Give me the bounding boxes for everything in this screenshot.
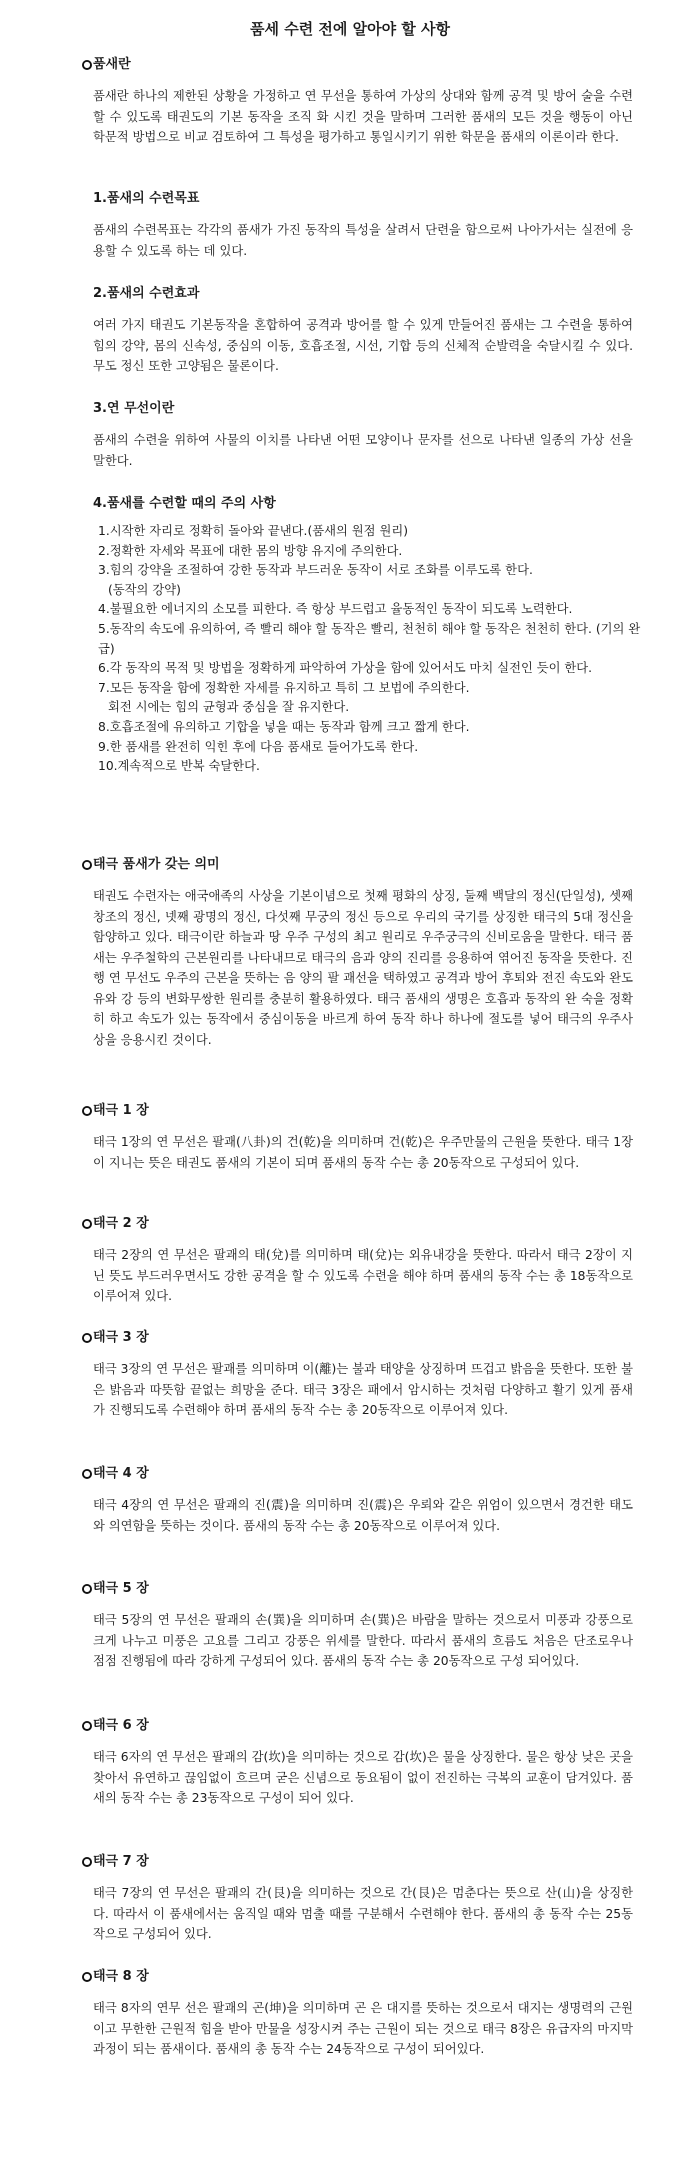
subheading-caution: 4.품새를 수련할 때의 주의 사항 — [93, 496, 276, 511]
circle-bullet-icon: ● — [83, 1219, 91, 1228]
circle-bullet-icon: ● — [83, 1972, 91, 1981]
section-heading-taegeuk-6 — [82, 1717, 642, 1735]
taegeuk-6-paragraph: 태극 6자의 연 무선은 팔괘의 감(坎)을 의미하는 것으로 감(坎)은 물을 상징한다. 물은 항상 낮은 곳을 찾아서 유연하고 끊임없이 흐르며 굳은 신념으로 동요됨이 없이 전진하는 극복의 교훈이 담겨있다. 품새의 동작 수는 총 23동작으로 구성이 되어 있다. — [93, 1750, 633, 1805]
meaning-paragraph: 태권도 수련자는 애국애족의 사상을 기본이념으로 첫째 평화의 상징, 둘째 백달의 정신(단일성), 셋째 창조의 정신, 넷째 광명의 정신, 다섯째 무궁의 정신 등으로 우리의 국기를 상징한 태극의 5대 정신을 함양하고 있다. 태극이란 하늘과 땅 우주 구성의 최고 원리로 우주궁극의 신비로움을 말한다. 태극 품새는 우주철학의 근본원리를 나타내므로 태극의 음과 양의 진리를 응용하여 엮어진 동작을 뜻한다. 진행 연 무선도 우주의 근본을 뜻하는 음 양의 팔 괘선을 택하였고 공격과 방어 후퇴와 전진 속도와 완도 유와 강 등의 변화무쌍한 원리를 충분히 활용하였다. 태극 품새의 생명은 호흡과 동작의 완 숙을 정확히 하고 속도가 있는 동작에서 중심이동을 바르게 하여 동작 하나 하나에 절도를 넣어 태극의 우주사상을 응용시킨 것이다. — [93, 889, 633, 1047]
taegeuk-8-paragraph: 태극 8자의 연무 선은 팔괘의 곤(坤)을 의미하며 곤 은 대지를 뜻하는 것으로서 대지는 생명력의 근원이고 무한한 근원적 힘을 받아 만물을 성장시켜 주는 근원이 되는 것으로 태극 8장은 유급자의 마지막 과정이 되는 품새이다. 품새의 총 동작 수는 24동작으로 구성이 되어있다. — [93, 2001, 633, 2056]
circle-bullet-icon: ● — [83, 1721, 91, 1730]
subheading-line: 3.연 무선이란 — [93, 401, 175, 416]
section-heading-meaning — [82, 856, 642, 874]
section-heading-taegeuk-5 — [82, 1580, 642, 1598]
poomsae-paragraph: 품새란 하나의 제한된 상황을 가정하고 연 무선을 통하여 가상의 상대와 함께 공격 및 방어 술을 수련할 수 있도록 태권도의 기본 동작을 조직 화 시킨 것을 말하며 그러한 품새의 모든 것을 행동이 아닌 학문적 방법으로 비교 검토하여 그 특성을 평가하고 통일시키기 위한 학문을 품새의 이론이라 한다. — [93, 89, 633, 144]
effect-paragraph: 여러 가지 태권도 기본동작을 혼합하여 공격과 방어를 할 수 있게 만들어진 품새는 그 수련을 통하여 힘의 강약, 몸의 신속성, 중심의 이동, 호흡조절, 시선, 기합 등의 신체적 순발력을 숙달시킬 수 있다. 무도 정신 또한 고양됨은 물론이다. — [93, 318, 633, 373]
caution-item: 8.호흡조절에 유의하고 기합을 넣을 때는 동작과 함께 크고 짧게 한다. — [98, 719, 470, 734]
caution-item: 2.정확한 자세와 목표에 대한 몸의 방향 유지에 주의한다. — [98, 543, 403, 558]
circle-bullet-icon: ● — [83, 1857, 91, 1866]
heading-text: 태극 8 장 — [93, 1969, 149, 1984]
taegeuk-7-paragraph: 태극 7장의 연 무선은 팔괘의 간(艮)을 의미하는 것으로 간(艮)은 멈춘다는 뜻으로 산(山)을 상징한다. 따라서 이 품새에서는 움직일 때와 멈출 때를 구분해서 수련해야 한다. 품새의 총 동작 수는 25동작으로 구성되어 있다. — [93, 1886, 633, 1941]
caution-item: 9.한 품새를 완전히 익힌 후에 다음 품새로 들어가도록 한다. — [98, 739, 419, 754]
circle-bullet-icon: ● — [83, 1333, 91, 1342]
section-heading-taegeuk-4 — [82, 1465, 642, 1483]
section-heading-taegeuk-8 — [82, 1968, 642, 1986]
caution-item: 10.계속적으로 반복 숙달한다. — [98, 759, 260, 774]
section-heading-taegeuk-1 — [82, 1102, 642, 1120]
section-heading-taegeuk-3 — [82, 1329, 642, 1347]
taegeuk-2-paragraph: 태극 2장의 연 무선은 팔괘의 태(兌)를 의미하며 태(兌)는 외유내강을 뜻한다. 따라서 태극 2장이 지닌 뜻도 부드러우면서도 강한 공격을 할 수 있도록 수련을 해야 하며 품새의 동작 수는 총 18동작으로 이루어져 있다. — [93, 1248, 633, 1303]
taegeuk-4-paragraph: 태극 4장의 연 무선은 팔괘의 진(震)을 의미하며 진(震)은 우뢰와 같은 위엄이 있으면서 경건한 태도와 의연함을 뜻하는 것이다. 품새의 동작 수는 총 20동작으로 이루어져 있다. — [93, 1498, 633, 1533]
circle-bullet-icon: ● — [83, 1584, 91, 1593]
caution-item: 4.불필요한 에너지의 소모를 피한다. 즉 항상 부드럽고 율동적인 동작이 되도록 노력한다. — [98, 602, 573, 617]
heading-text: 태극 3 장 — [93, 1330, 149, 1345]
circle-bullet-icon: ● — [83, 860, 91, 869]
section-heading-taegeuk-7 — [82, 1853, 642, 1871]
section-heading-taegeuk-2 — [82, 1215, 642, 1233]
caution-item: 3.힘의 강약을 조절하여 강한 동작과 부드러운 동작이 서로 조화를 이루도록 한다. — [98, 563, 533, 578]
heading-text: 태극 5 장 — [93, 1581, 149, 1596]
caution-item: 6.각 동작의 목적 및 방법을 정확하게 파악하여 가상을 함에 있어서도 마치 실전인 듯이 한다. — [98, 661, 593, 676]
caution-list — [98, 522, 643, 777]
taegeuk-5-paragraph: 태극 5장의 연 무선은 팔괘의 손(巽)을 의미하며 손(巽)은 바람을 말하는 것으로서 미풍과 강풍으로 크게 나누고 미풍은 고요를 그리고 강풍은 위세를 말한다. 따라서 품새의 흐름도 처음은 단조로우나 점점 진행됨에 따라 강하게 구성되어 있다. 품새의 동작 수는 총 20동작으로 구성 되어있다. — [93, 1613, 633, 1668]
heading-text: 태극 6 장 — [93, 1718, 149, 1733]
taegeuk-3-paragraph: 태극 3장의 연 무선은 팔괘를 의미하며 이(離)는 불과 태양을 상징하며 뜨겁고 밝음을 뜻한다. 또한 불은 밝음과 따뜻함 끝없는 희망을 준다. 태극 3장은 패에서 암시하는 것처럼 다양하고 활기 있게 품새가 진행되도록 수련해야 하며 품새의 동작 수는 총 20동작으로 이루어져 있다. — [93, 1362, 633, 1417]
heading-text: 태극 2 장 — [93, 1216, 149, 1231]
section-heading-poomsae — [82, 56, 642, 74]
caution-item: 5.동작의 속도에 유의하여, 즉 빨리 해야 할 동작은 빨리, 천천히 해야 할 동작은 천천히 한다. (기의 완급) — [98, 621, 641, 656]
page-title: 품세 수련 전에 알아야 할 사항 — [250, 20, 450, 38]
heading-text: 태극 1 장 — [93, 1103, 149, 1118]
subheading-effect: 2.품새의 수련효과 — [93, 286, 200, 301]
taegeuk-1-paragraph: 태극 1장의 연 무선은 팔괘(八卦)의 건(乾)을 의미하며 건(乾)은 우주만물의 근원을 뜻한다. 태극 1장이 지니는 뜻은 태권도 품새의 기본이 되며 품새의 동작 수는 총 20동작으로 구성되어 있다. — [93, 1135, 633, 1170]
caution-item-continuation: (동작의 강약) — [108, 582, 181, 597]
subheading-goal: 1.품새의 수련목표 — [93, 191, 200, 206]
goal-paragraph: 품새의 수련목표는 각각의 품새가 가진 동작의 특성을 살려서 단련을 함으로써 나아가서는 실전에 응용할 수 있도록 하는 데 있다. — [93, 223, 633, 258]
heading-text: 태극 품새가 갖는 의미 — [93, 857, 220, 872]
circle-bullet-icon: ● — [83, 1469, 91, 1478]
heading-text: 태극 4 장 — [93, 1466, 149, 1481]
circle-bullet-icon: ● — [83, 1106, 91, 1115]
caution-item: 7.모든 동작을 함에 정확한 자세를 유지하고 특히 그 보법에 주의한다. — [98, 680, 470, 695]
caution-item: 1.시작한 자리로 정확히 돌아와 끝낸다.(품새의 원점 원리) — [98, 524, 409, 538]
heading-text: 태극 7 장 — [93, 1854, 149, 1869]
line-paragraph: 품새의 수련을 위하여 사물의 이치를 나타낸 어떤 모양이나 문자를 선으로 나타낸 일종의 가상 선을 말한다. — [93, 433, 633, 468]
heading-text: 품새란 — [93, 57, 131, 72]
circle-bullet-icon: ● — [83, 60, 91, 69]
caution-item-continuation: 회전 시에는 힘의 균형과 중심을 잘 유지한다. — [108, 700, 350, 715]
